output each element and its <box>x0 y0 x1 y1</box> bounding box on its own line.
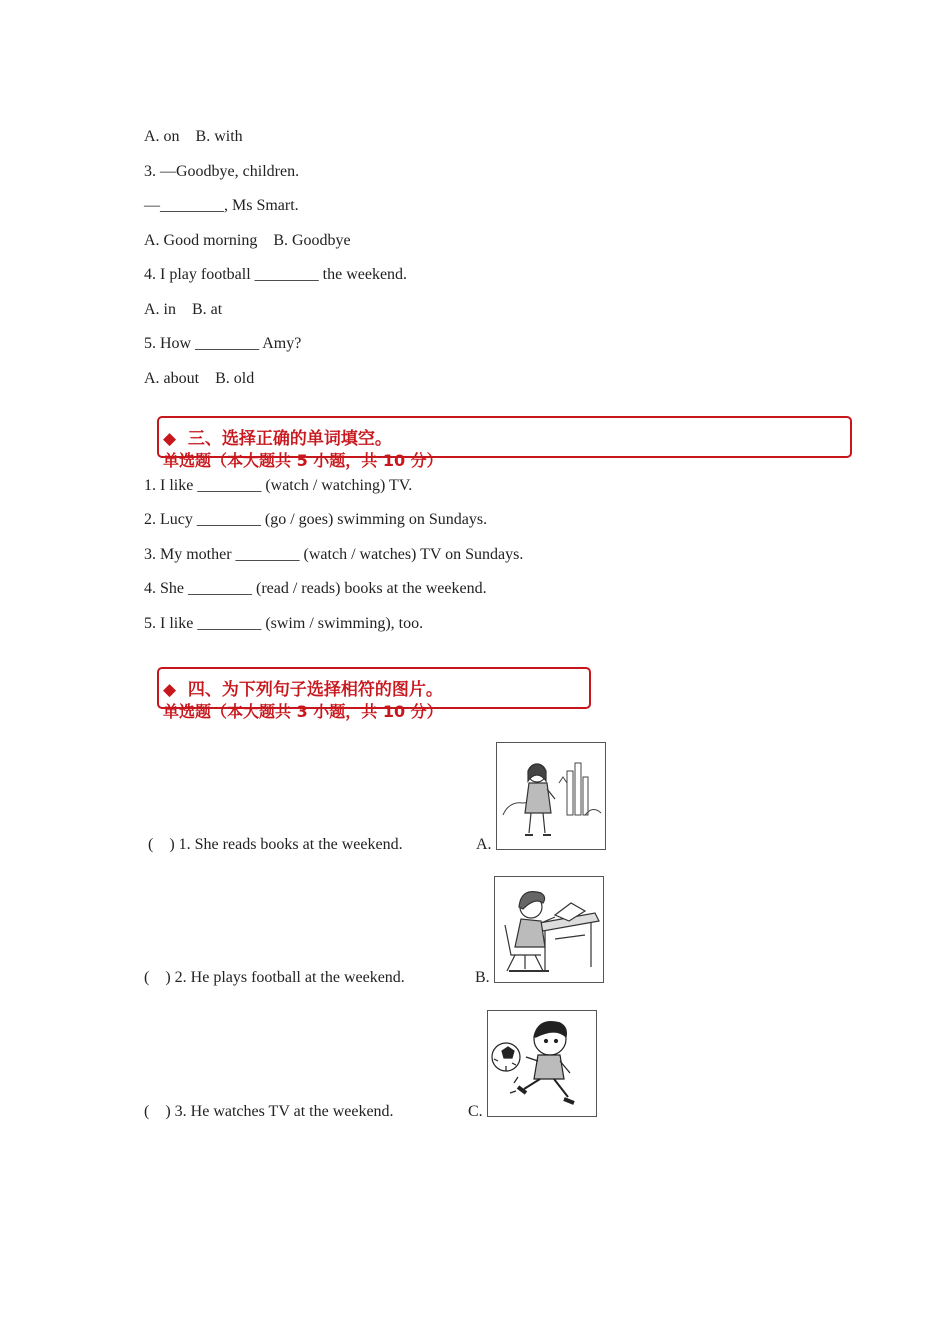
q2-options: A. on B. with <box>144 128 243 145</box>
boy-kicking-ball-picture <box>487 1010 597 1117</box>
q3-reply: —________, Ms Smart. <box>144 197 299 214</box>
picture-label-a: A. <box>476 836 492 853</box>
section4-item-2: ( ) 2. He plays football at the weekend. <box>144 969 405 986</box>
picture-label-c: C. <box>468 1103 483 1120</box>
section3-item-1: 1. I like ________ (watch / watching) TV. <box>144 477 413 494</box>
section3-item-5: 5. I like ________ (swim / swimming), too. <box>144 615 424 632</box>
girl-at-desk-picture <box>494 876 604 983</box>
section3-item-3: 3. My mother ________ (watch / watches) TV on Sundays. <box>144 546 524 563</box>
section4-subtitle: 单选题（本大题共 3 小题，共 10 分） <box>163 702 443 721</box>
section4-header <box>157 667 591 721</box>
q5-prompt: 5. How ________ Amy? <box>144 335 302 352</box>
q5-options: A. about B. old <box>144 370 255 387</box>
q3-options: A. Good morning B. Goodbye <box>144 232 351 249</box>
section3-title: ◆ 三、选择正确的单词填空。 <box>163 429 392 449</box>
q3-prompt: 3. —Goodbye, children. <box>144 163 300 180</box>
q4-options: A. in B. at <box>144 301 223 318</box>
q4-prompt: 4. I play football ________ the weekend. <box>144 266 408 283</box>
section3-header <box>157 416 852 470</box>
section3-item-2: 2. Lucy ________ (go / goes) swimming on Sundays. <box>144 511 488 528</box>
section4-item-3: ( ) 3. He watches TV at the weekend. <box>144 1103 394 1120</box>
section3-subtitle: 单选题（本大题共 5 小题，共 10 分） <box>163 451 443 470</box>
section4-title: ◆ 四、为下列句子选择相符的图片。 <box>163 680 443 700</box>
picture-label-b: B. <box>475 969 490 986</box>
section3-item-4: 4. She ________ (read / reads) books at the weekend. <box>144 580 487 597</box>
girl-outdoors-picture <box>496 742 606 850</box>
section4-item-1: ( ) 1. She reads books at the weekend. <box>144 836 403 853</box>
